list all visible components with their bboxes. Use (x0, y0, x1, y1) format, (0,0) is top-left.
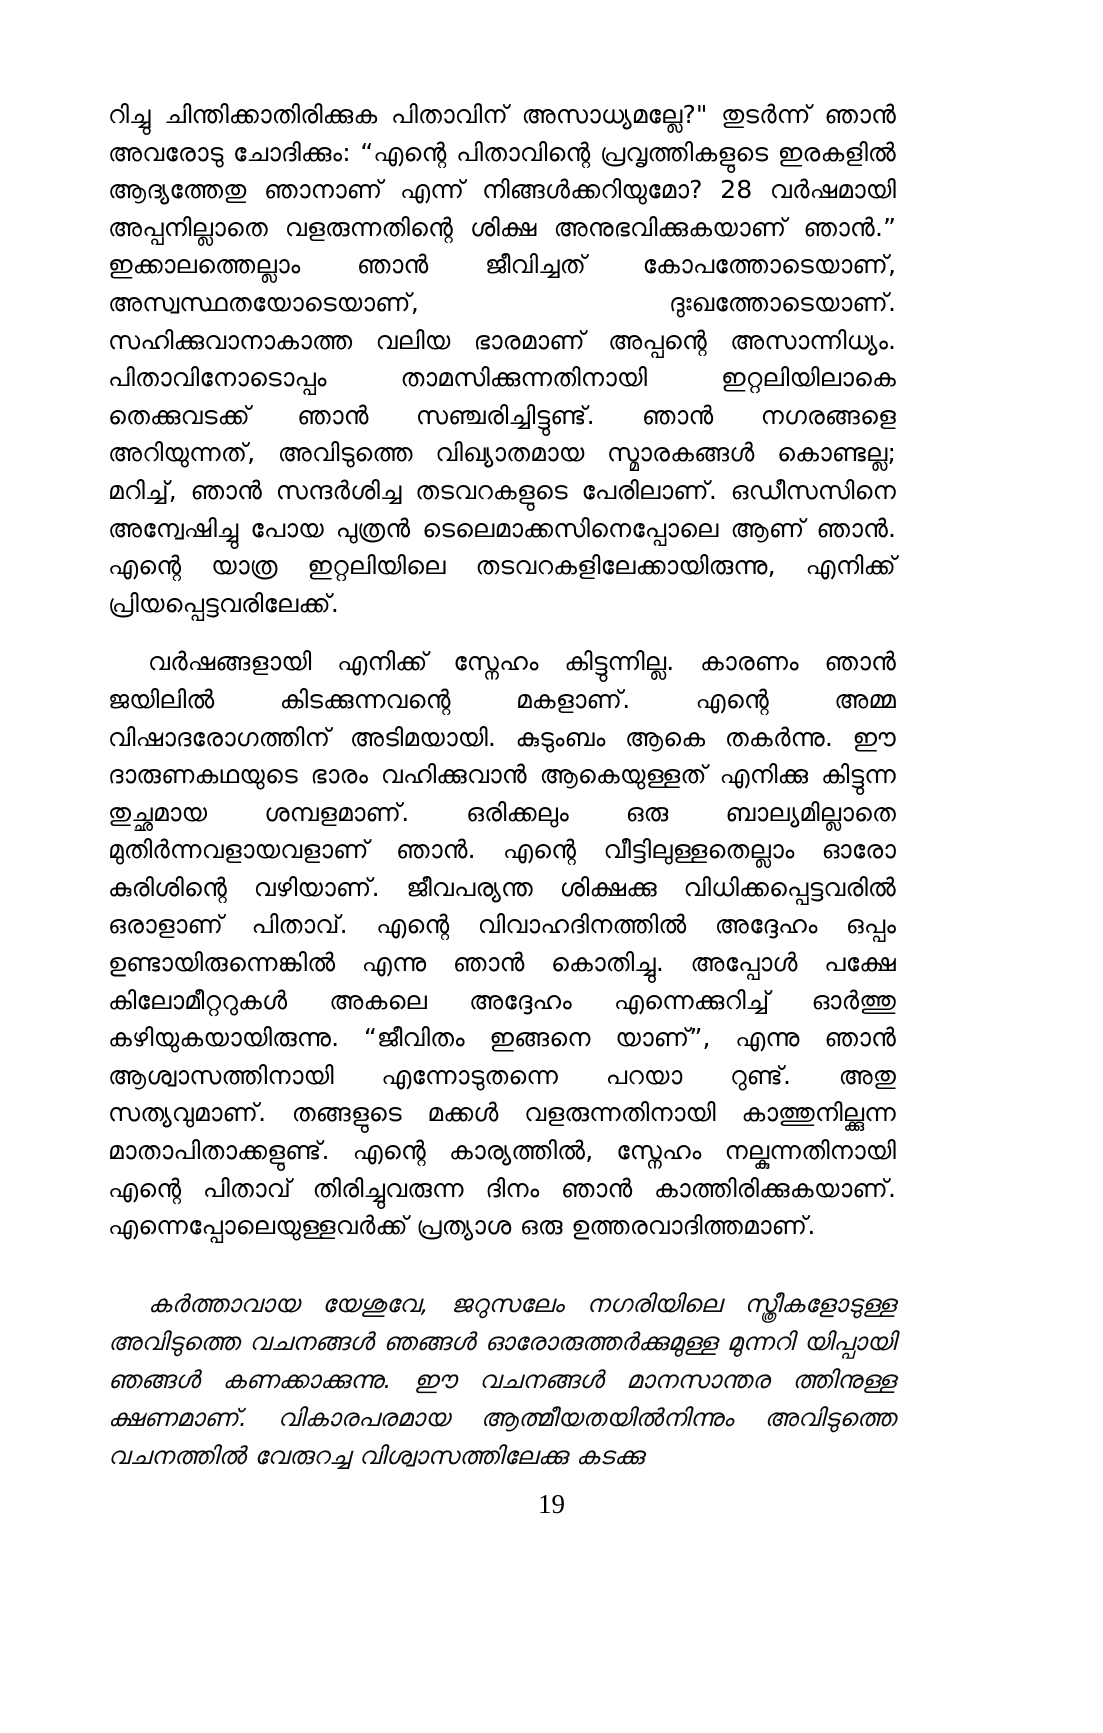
body-paragraph-1: റിച്ചു ചിന്തിക്കാതിരിക്കുക പിതാവിന് അസാധ്യമല്ലേ?" തുടർന്ന് ഞാൻ അവരോടു ചോദിക്കും: “എന്റെ പിതാവിന്റെ പ്രവൃത്തികളുടെ ഇരകളിൽ ആദ്യത്തേതു ഞാനാണ് എന്ന് നിങ്ങൾക്കറിയുമോ? 28 വർഷമായി അപ്പനില്ലാതെ വളരുന്നതിന്റെ ശിക്ഷ അനുഭവിക്കുകയാണ് ഞാൻ.” ഇക്കാലത്തെല്ലാം ഞാൻ ജീവിച്ചത് കോപത്തോടെയാണ്, അസ്വസ്ഥതയോടെയാണ്, ദുഃഖത്തോടെയാണ്. സഹിക്കുവാനാകാത്ത വലിയ ഭാരമാണ് അപ്പന്റെ അസാന്നിധ്യം. പിതാവിനോടൊപ്പം താമസിക്കുന്നതിനായി ഇറ്റലിയിലാകെ തെക്കുവടക്ക് ഞാൻ സഞ്ചരിച്ചിട്ടുണ്ട്. ഞാൻ നഗരങ്ങളെ അറിയുന്നത്, അവിടുത്തെ വിഖ്യാതമായ സ്മാരകങ്ങൾ കൊണ്ടല്ല; മറിച്ച്, ഞാൻ സന്ദർശിച്ച തടവറകളുടെ പേരിലാണ്. ഒഡീസസിനെ അന്വേഷിച്ചു പോയ പുത്രൻ ടെലെമാക്കസിനെപ്പോലെ ആണ് ഞാൻ. എന്റെ യാത്ര ഇറ്റലിയിലെ തടവറകളിലേക്കായിരുന്നു, എനിക്ക് പ്രിയപ്പെട്ടവരിലേക്ക്. (108, 100, 896, 618)
body-paragraph-3-prayer: കർത്താവായ യേശുവേ, ജറുസലേം നഗരിയിലെ സ്ത്രീകളോടുള്ള അവിടുത്തെ വചനങ്ങൾ ഞങ്ങൾ ഓരോരുത്തർക്കുമുള്ള മുന്നറി യിപ്പായി ഞങ്ങൾ കണക്കാക്കുന്നു. ഈ വചനങ്ങൾ മാനസാന്തര ത്തിനുള്ള ക്ഷണമാണ്. വികാരപരമായ ആത്മീയതയിൽനിന്നും അവിടുത്തെ വചനത്തിൽ വേരുറച്ച വിശ്വാസത്തിലേക്കു കടക്കു (108, 1288, 896, 1470)
body-paragraph-2: വർഷങ്ങളായി എനിക്ക് സ്നേഹം കിട്ടുന്നില്ല. കാരണം ഞാൻ ജയിലിൽ കിടക്കുന്നവന്റെ മകളാണ്. എന്റെ അമ്മ വിഷാദരോഗത്തിന് അടിമയായി. കുടുംബം ആകെ തകർന്നു. ഈ ദാരുണകഥയുടെ ഭാരം വഹിക്കുവാൻ ആകെയുള്ളത് എനിക്കു കിട്ടുന്ന തുച്ഛമായ ശമ്പളമാണ്. ഒരിക്കലും ഒരു ബാല്യമില്ലാതെ മുതിർന്നവളായവളാണ് ഞാൻ. എന്റെ വീട്ടിലുള്ളതെല്ലാം ഓരോ കുരിശിന്റെ വഴിയാണ്. ജീവപര്യന്ത ശിക്ഷക്കു വിധിക്കപ്പെട്ടവരിൽ ഒരാളാണ് പിതാവ്. എന്റെ വിവാഹദിനത്തിൽ അദ്ദേഹം ഒപ്പം ഉണ്ടായിരുന്നെങ്കിൽ എന്നു ഞാൻ കൊതിച്ചു. അപ്പോൾ പക്ഷേ കിലോമീറ്ററുകൾ അകലെ അദ്ദേഹം എന്നെക്കുറിച്ച് ഓർത്തു കഴിയുകയായിരുന്നു. “ജീവിതം ഇങ്ങനെ യാണ്”, എന്നു ഞാൻ ആശ്വാസത്തിനായി എന്നോടുതന്നെ പറയാ റുണ്ട്. അതു സത്യവുമാണ്. തങ്ങളുടെ മക്കൾ വളരുന്നതിനായി കാത്തുനില്ക്കുന്ന മാതാപിതാക്കളുണ്ട്. എന്റെ കാര്യത്തിൽ, സ്നേഹം നല്കുന്നതിനായി എന്റെ പിതാവ് തിരിച്ചുവരുന്ന ദിനം ഞാൻ കാത്തിരിക്കുകയാണ്. എന്നെപ്പോലെയുള്ളവർക്ക് പ്രത്യാശ ഒരു ഉത്തരവാദിത്തമാണ്. (108, 647, 896, 1241)
text-column (108, 96, 896, 1475)
page-number: 19 (538, 1489, 565, 1519)
